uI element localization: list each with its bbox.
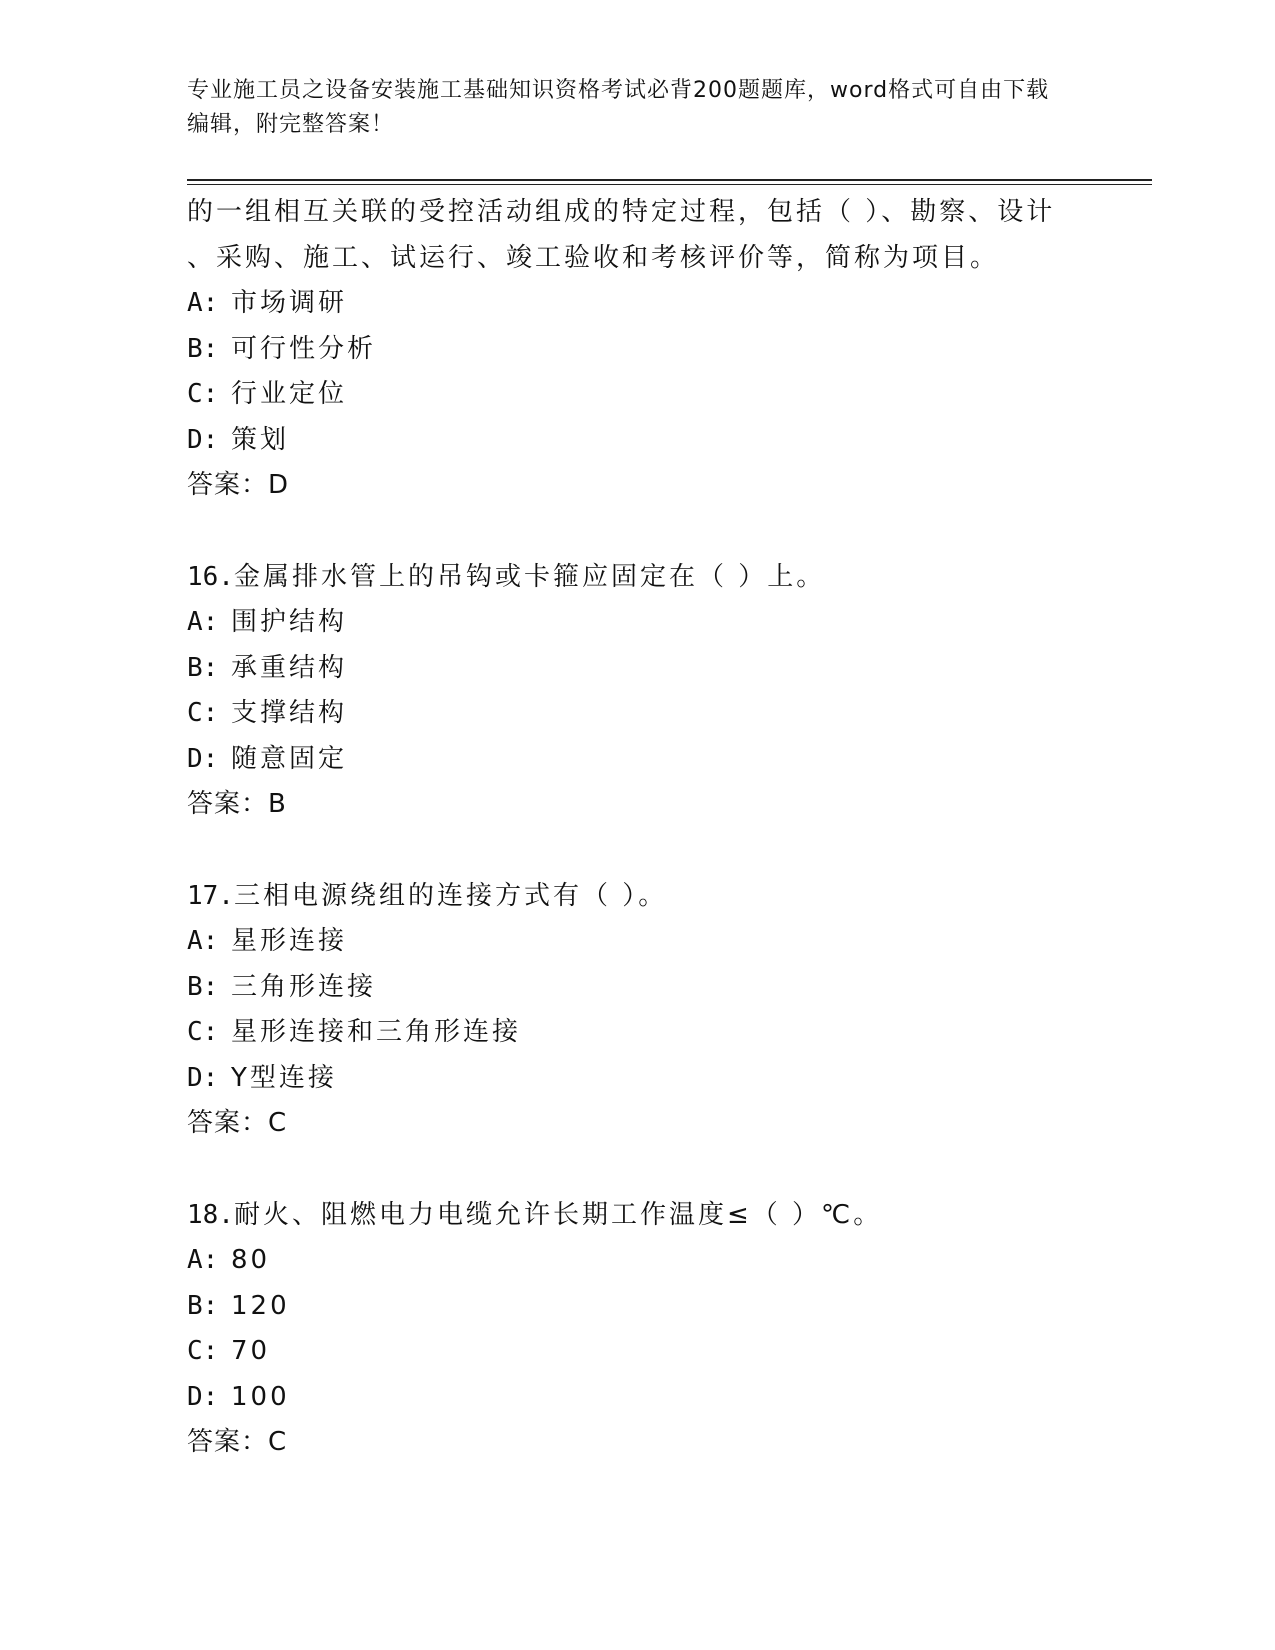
document-header (187, 74, 1067, 142)
option-text: 120 (231, 1290, 290, 1321)
question-number: 16. (187, 561, 234, 592)
question-text: 三相电源绕组的连接方式有（ ）。 (233, 880, 668, 911)
option-text: 支撑结构 (231, 698, 348, 728)
option-text: 承重结构 (231, 652, 348, 683)
option-b (187, 1284, 1147, 1330)
option-key: A: (187, 926, 219, 956)
answer: 答案：C (187, 1427, 288, 1457)
question-18 (187, 1193, 1147, 1239)
option-d (187, 737, 1147, 783)
header-rule-thin (187, 184, 1152, 185)
option-text: 可行性分析 (231, 333, 377, 364)
option-key: B: (187, 652, 219, 683)
option-b (187, 965, 1147, 1011)
option-key: C: (187, 1336, 219, 1366)
question-number: 17. (187, 880, 234, 911)
option-key: A: (187, 288, 219, 318)
option-d (187, 1056, 1147, 1102)
answer: 答案：B (187, 789, 287, 819)
option-c (187, 1010, 1147, 1056)
option-text: 星形连接 (231, 926, 348, 956)
option-c (187, 372, 1147, 418)
question-text-line: 的一组相互关联的受控活动组成的特定过程，包括（ ）、勘察、设计 (187, 197, 1056, 227)
option-key: B: (187, 1290, 219, 1321)
option-a (187, 281, 1147, 327)
option-text: 100 (231, 1381, 290, 1412)
question-text: 耐火、阻燃电力电缆允许长期工作温度≤（ ）℃。 (233, 1199, 883, 1230)
option-b (187, 646, 1147, 692)
question-number: 18. (187, 1199, 234, 1230)
option-text: 策划 (231, 424, 290, 455)
answer: 答案：D (187, 470, 290, 500)
answer: 答案：C (187, 1108, 288, 1138)
question-16 (187, 555, 1147, 601)
option-d (187, 1375, 1147, 1421)
question-17 (187, 874, 1147, 920)
option-key: D: (187, 1381, 219, 1412)
option-key: C: (187, 698, 219, 728)
option-key: D: (187, 424, 219, 455)
option-d (187, 418, 1147, 464)
option-a (187, 919, 1147, 965)
question-content (187, 190, 1147, 1466)
option-key: D: (187, 743, 219, 774)
option-key: A: (187, 1245, 219, 1275)
option-key: D: (187, 1062, 219, 1093)
question-text: 金属排水管上的吊钩或卡箍应固定在（ ）上。 (233, 561, 826, 592)
option-key: B: (187, 971, 219, 1002)
option-key: C: (187, 379, 219, 409)
option-c (187, 691, 1147, 737)
option-key: C: (187, 1017, 219, 1047)
option-c (187, 1329, 1147, 1375)
option-text: 三角形连接 (231, 971, 377, 1002)
option-a (187, 1238, 1147, 1284)
option-text: 70 (231, 1336, 271, 1366)
option-text: Y型连接 (231, 1062, 337, 1093)
option-key: B: (187, 333, 219, 364)
option-key: A: (187, 607, 219, 637)
header-rule-thick (187, 179, 1152, 181)
option-a (187, 600, 1147, 646)
option-text: 围护结构 (231, 607, 348, 637)
option-text: 市场调研 (231, 288, 348, 318)
option-text: 随意固定 (231, 743, 348, 774)
option-text: 行业定位 (231, 379, 348, 409)
header-title: 专业施工员之设备安装施工基础知识资格考试必背200题题库，word格式可自由下载编辑，附完整答案！ (187, 78, 1050, 137)
question-text-line: 、采购、施工、试运行、竣工验收和考核评价等，简称为项目。 (187, 242, 1000, 273)
option-text: 星形连接和三角形连接 (231, 1017, 522, 1047)
option-text: 80 (231, 1245, 271, 1275)
option-b (187, 327, 1147, 373)
